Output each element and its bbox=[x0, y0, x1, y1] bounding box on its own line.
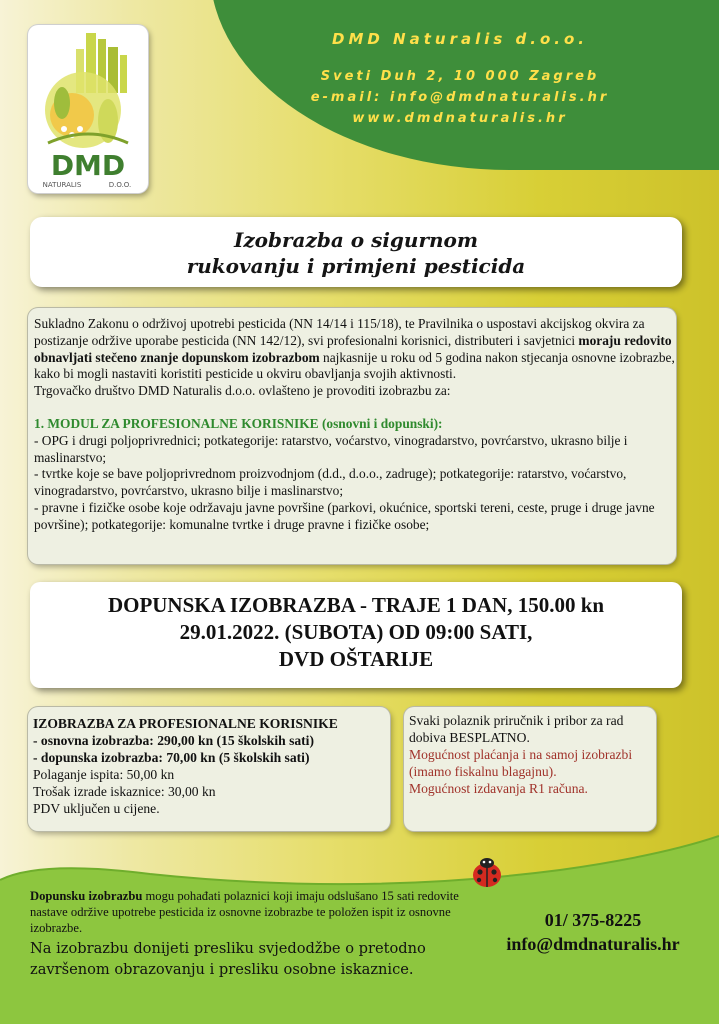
info-payment: Mogućnost plaćanja i na samoj izobrazbi (imamo fiskalnu blagajnu). bbox=[409, 747, 633, 779]
header-contact-block bbox=[250, 30, 670, 129]
page-title-line-2: rukovanju i primjeni pesticida bbox=[186, 254, 526, 278]
intro-paragraph bbox=[34, 316, 676, 383]
intro-authorization: Trgovačko društvo DMD Naturalis d.o.o. ovlašteno je provoditi izobrazbu za: bbox=[34, 383, 451, 399]
event-date-time: 29.01.2022. (SUBOTA) OD 09:00 SATI, bbox=[179, 620, 533, 644]
intro-text-bold: moraju redovito obnavljati stečeno znanje dopunskom izobrazbom bbox=[34, 332, 672, 365]
logo-graphic bbox=[28, 25, 148, 193]
intro-text-a: Sukladno Zakonu o održivoj upotrebi pesticida (NN 14/14 i 115/18), te Pravilnika o uspostavi akcijskog okvira za postizanje održive uporabe pesticida (NN 142/12), svi profesionalni korisnici, distributeri i savjetnici bbox=[34, 316, 645, 348]
pricing-basic: - osnovna izobrazba: 290,00 kn (15 školskih sati) bbox=[33, 733, 314, 748]
module-item: - OPG i drugi poljoprivrednici; potkategorije: ratarstvo, voćarstvo, vinogradarstvo, povrćarstvo, ukrasno bilje i maslinarstvo; bbox=[34, 432, 628, 465]
footer-documents-note: Na izobrazbu donijeti presliku svjedodžbe o pretodno završenom obrazovanju i presliku osobne iskaznice. bbox=[30, 940, 426, 978]
footer-eligibility-bold: Dopunsku izobrazbu bbox=[30, 889, 143, 903]
module-item: - pravne i fizičke osobe koje održavaju javne površine (parkovi, okućnice, sportski tereni, ceste, pruge i druge javne površine); potkategorije: komunalne tvrtke i druge pravne i fizičke osobe; bbox=[34, 499, 655, 532]
company-name: DMD Naturalis d.o.o. bbox=[332, 30, 588, 48]
page-title-line-1: Izobrazba o sigurnom bbox=[233, 228, 479, 252]
pricing-panel bbox=[28, 707, 390, 831]
company-logo bbox=[28, 25, 148, 193]
ladybug-icon bbox=[469, 855, 505, 889]
company-email[interactable]: e-mail: info@dmdnaturalis.hr bbox=[310, 90, 610, 105]
contact-email[interactable]: info@dmdnaturalis.hr bbox=[506, 934, 680, 954]
intro-panel bbox=[28, 308, 676, 564]
module-item: - tvrtke koje se bave poljoprivrednom proizvodnjom (d.d., d.o.o., zadruge); potkategorije: ratarstvo, voćarstvo, vinogradarstvo, povrćarstvo, ukrasno bilje i maslinarstvo; bbox=[34, 466, 627, 499]
footer-eligibility-text: mogu pohađati polaznici koji imaju odslušano 15 sati redovite nastave održive upotrebe pesticida iz osnovne izobrazbe te položen ispit iz osnovne izobrazbe. bbox=[30, 889, 459, 935]
intro-text-b: najkasnije u roku od 5 godina nakon stjecanja osnovne izobrazbe, kako bi mogli nastaviti koristiti pesticide u okviru obavljanja svojih aktivnosti. bbox=[34, 349, 675, 382]
contact-phone[interactable]: 01/ 375-8225 bbox=[544, 910, 642, 930]
pricing-exam: Polaganje ispita: 50,00 kn bbox=[33, 767, 175, 782]
logo-brand-text: DMD bbox=[50, 149, 126, 182]
logo-sub-text-2: D.O.O. bbox=[108, 181, 132, 189]
footer-notice bbox=[30, 888, 470, 980]
title-card bbox=[30, 217, 682, 287]
pricing-card: Trošak izrade iskaznice: 30,00 kn bbox=[33, 784, 216, 799]
info-panel bbox=[404, 707, 656, 831]
info-invoice: Mogućnost izdavanja R1 računa. bbox=[409, 781, 588, 796]
company-website[interactable]: www.dmdnaturalis.hr bbox=[352, 111, 568, 126]
info-free-materials: Svaki polaznik priručnik i pribor za rad dobiva BESPLATNO. bbox=[409, 713, 624, 745]
event-location: DVD OŠTARIJE bbox=[278, 647, 434, 671]
pricing-vat: PDV uključen u cijene. bbox=[33, 801, 160, 816]
event-duration-price: DOPUNSKA IZOBRAZBA - TRAJE 1 DAN, 150.00 kn bbox=[107, 593, 605, 617]
footer-contact bbox=[478, 908, 708, 956]
company-address: Sveti Duh 2, 10 000 Zagreb bbox=[320, 69, 600, 84]
logo-sub-text-1: NATURALIS bbox=[42, 181, 82, 189]
event-banner bbox=[30, 582, 682, 688]
pricing-supplementary: - dopunska izobrazba: 70,00 kn (5 školskih sati) bbox=[33, 750, 310, 765]
footer-eligibility bbox=[30, 888, 470, 936]
module-title: 1. MODUL ZA PROFESIONALNE KORISNIKE (osnovni i dopunski): bbox=[34, 415, 443, 431]
pricing-heading: IZOBRAZBA ZA PROFESIONALNE KORISNIKE bbox=[33, 716, 338, 731]
